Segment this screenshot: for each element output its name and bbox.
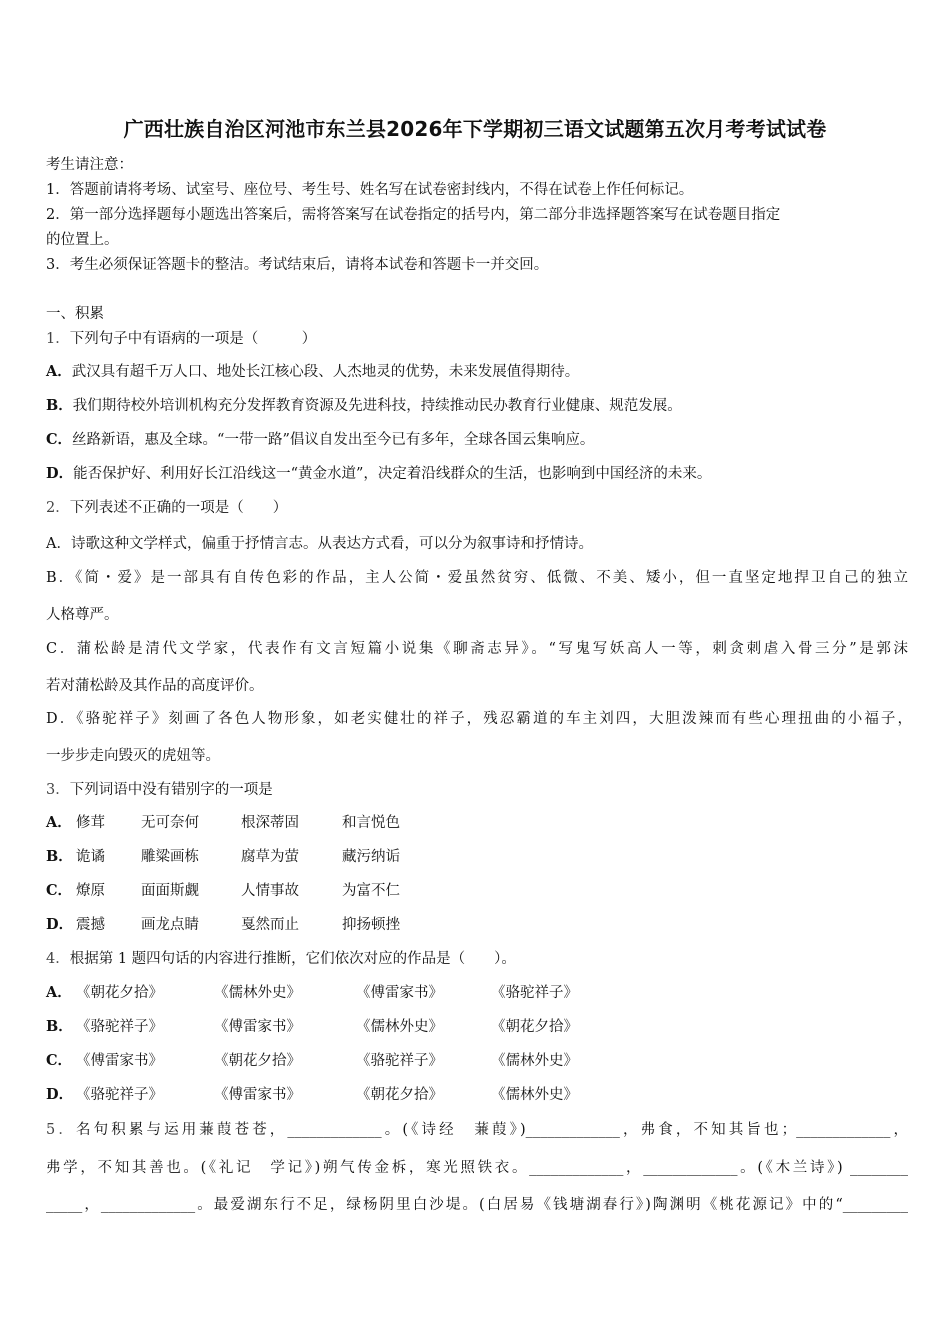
question-number: 2．: [46, 500, 70, 516]
question-3-option-c[interactable]: [46, 879, 908, 901]
question-2-stem: [46, 496, 287, 517]
question-5-line-3: _____，_____________。最爱湖东行不足，绿杨阴里白沙堤。(白居易《钱塘湖春行》)陶渊明《桃花源记》中的“_________: [46, 1197, 908, 1213]
question-1-stem: [46, 327, 316, 348]
option-word: 抑扬顿挫: [342, 917, 400, 933]
option-label: A．: [46, 363, 72, 380]
notice-heading: 考生请注意：: [46, 157, 133, 173]
option-book: 《骆驼祥子》: [491, 985, 578, 1001]
option-word: 震撼: [76, 917, 105, 933]
option-label: C．: [46, 1052, 73, 1069]
option-book: 《骆驼祥子》: [76, 1087, 163, 1103]
option-word: 修茸: [76, 815, 105, 831]
question-number: 4．: [46, 951, 70, 967]
option-label: D．: [46, 1086, 74, 1103]
section-heading: 一、积累: [46, 306, 104, 322]
option-word: 腐草为萤: [241, 849, 299, 865]
question-1-option-c[interactable]: [46, 428, 594, 449]
question-5-line-1: [46, 1118, 908, 1139]
notice-item: 的位置上。: [46, 232, 119, 248]
question-text: 下列表述不正确的一项是（ ）: [69, 500, 288, 516]
notice-item: 1．答题前请将考场、试室号、座位号、考生号、姓名写在试卷密封线内，不得在试卷上作任何标记。: [46, 182, 694, 198]
notice-item: 2．第一部分选择题每小题选出答案后，需将答案写在试卷指定的括号内，第二部分非选择题答案写在试卷题目指定: [46, 207, 781, 223]
option-label: D．: [46, 916, 74, 933]
question-number: 3．: [46, 782, 70, 798]
question-2-option-c[interactable]: C．蒲松龄是清代文学家，代表作有文言短篇小说集《聊斋志异》。“写鬼写妖高人一等，刺贪刺虐入骨三分”是郭沫: [46, 641, 908, 657]
option-word: 根深蒂固: [241, 815, 299, 831]
question-number: 5．: [46, 1122, 76, 1138]
notice-item: 3．考生必须保证答题卡的整洁。考试结束后，请将本试卷和答题卡一并交回。: [46, 257, 549, 273]
option-book: 《傅雷家书》: [214, 1087, 301, 1103]
question-2-option-c-cont: 若对蒲松龄及其作品的高度评价。: [46, 678, 264, 694]
page-title: 广西壮族自治区河池市东兰县2026年下学期初三语文试题第五次月考考试试卷: [123, 117, 827, 141]
question-3-option-a[interactable]: [46, 811, 908, 833]
option-book: 《儒林外史》: [491, 1087, 578, 1103]
question-2-option-d[interactable]: D．《骆驼祥子》刻画了各色人物形象，如老实健壮的祥子，残忍霸道的车主刘四，大胆泼辣而有些心理扭曲的小福子，: [46, 711, 912, 727]
question-2-option-a[interactable]: A．诗歌这种文学样式，偏重于抒情言志。从表达方式看，可以分为叙事诗和抒情诗。: [46, 536, 593, 552]
option-word: 和言悦色: [342, 815, 400, 831]
option-label: D．: [46, 465, 74, 482]
option-label: B．: [46, 397, 73, 414]
option-book: 《儒林外史》: [491, 1053, 578, 1069]
question-3-option-d[interactable]: [46, 913, 908, 935]
question-number: 1．: [46, 331, 70, 347]
question-2-option-b[interactable]: B．《简・爱》是一部具有自传色彩的作品，主人公简・爱虽然贫穷、低微、不美、矮小，但一直坚定地捍卫自己的独立: [46, 570, 908, 586]
question-5-line-2: 弗学，不知其善也。(《礼记 学记》)朔气传金柝，寒光照铁衣。_____________，_____________。(《木兰诗》) ________: [46, 1160, 908, 1176]
question-3-stem: [46, 778, 273, 799]
option-word: 人情事故: [241, 883, 299, 899]
question-text: 名句积累与运用蒹葭苍苍，_____________。(《诗经 蒹葭》)_____________，弗食，不知其旨也；_____________，: [75, 1122, 908, 1138]
option-book: 《傅雷家书》: [356, 985, 443, 1001]
option-word: 戛然而止: [241, 917, 299, 933]
option-book: 《朝花夕拾》: [491, 1019, 578, 1035]
question-1-option-b[interactable]: [46, 394, 682, 415]
option-text: 能否保护好、利用好长江沿线这一“黄金水道”，决定着沿线群众的生活，也影响到中国经济的未来。: [73, 466, 712, 482]
option-word: 为富不仁: [342, 883, 400, 899]
option-book: 《傅雷家书》: [214, 1019, 301, 1035]
question-4-stem: [46, 947, 516, 968]
option-word: 雕粱画栋: [141, 849, 199, 865]
option-book: 《朝花夕拾》: [356, 1087, 443, 1103]
option-book: 《骆驼祥子》: [76, 1019, 163, 1035]
question-1-option-a[interactable]: [46, 360, 579, 381]
option-word: 燎原: [76, 883, 105, 899]
question-2-option-b-cont: 人格尊严。: [46, 607, 119, 623]
option-label: B．: [46, 848, 73, 865]
option-word: 诡谲: [76, 849, 105, 865]
option-label: A．: [46, 984, 72, 1001]
option-label: C．: [46, 431, 73, 448]
option-word: 面面斯觑: [141, 883, 199, 899]
question-text: 根据第 1 题四句话的内容进行推断，它们依次对应的作品是（ ）。: [69, 951, 516, 967]
option-book: 《骆驼祥子》: [356, 1053, 443, 1069]
option-text: 武汉具有超千万人口、地处长江核心段、人杰地灵的优势，未来发展值得期待。: [71, 364, 580, 380]
option-book: 《朝花夕拾》: [214, 1053, 301, 1069]
question-4-option-a[interactable]: [46, 981, 908, 1003]
question-3-option-b[interactable]: [46, 845, 908, 867]
option-label: A．: [46, 814, 72, 831]
option-book: 《傅雷家书》: [76, 1053, 163, 1069]
question-text: 下列词语中没有错别字的一项是: [69, 782, 273, 798]
question-text: 下列句子中有语病的一项是（ ）: [69, 331, 317, 347]
question-4-option-d[interactable]: [46, 1083, 908, 1105]
option-word: 无可奈何: [141, 815, 199, 831]
question-2-option-d-cont: 一步步走向毁灭的虎妞等。: [46, 748, 220, 764]
option-label: B．: [46, 1018, 73, 1035]
option-text: 丝路新语，惠及全球。“一带一路”倡议自发出至今已有多年，全球各国云集响应。: [72, 432, 595, 448]
option-label: C．: [46, 882, 73, 899]
option-word: 藏污纳诟: [342, 849, 400, 865]
option-word: 画龙点睛: [141, 917, 199, 933]
option-book: 《儒林外史》: [214, 985, 301, 1001]
question-4-option-b[interactable]: [46, 1015, 908, 1037]
question-1-option-d[interactable]: [46, 462, 711, 483]
option-text: 我们期待校外培训机构充分发挥教育资源及先进科技，持续推动民办教育行业健康、规范发展。: [72, 398, 682, 414]
question-4-option-c[interactable]: [46, 1049, 908, 1071]
option-book: 《儒林外史》: [356, 1019, 443, 1035]
option-book: 《朝花夕拾》: [76, 985, 163, 1001]
